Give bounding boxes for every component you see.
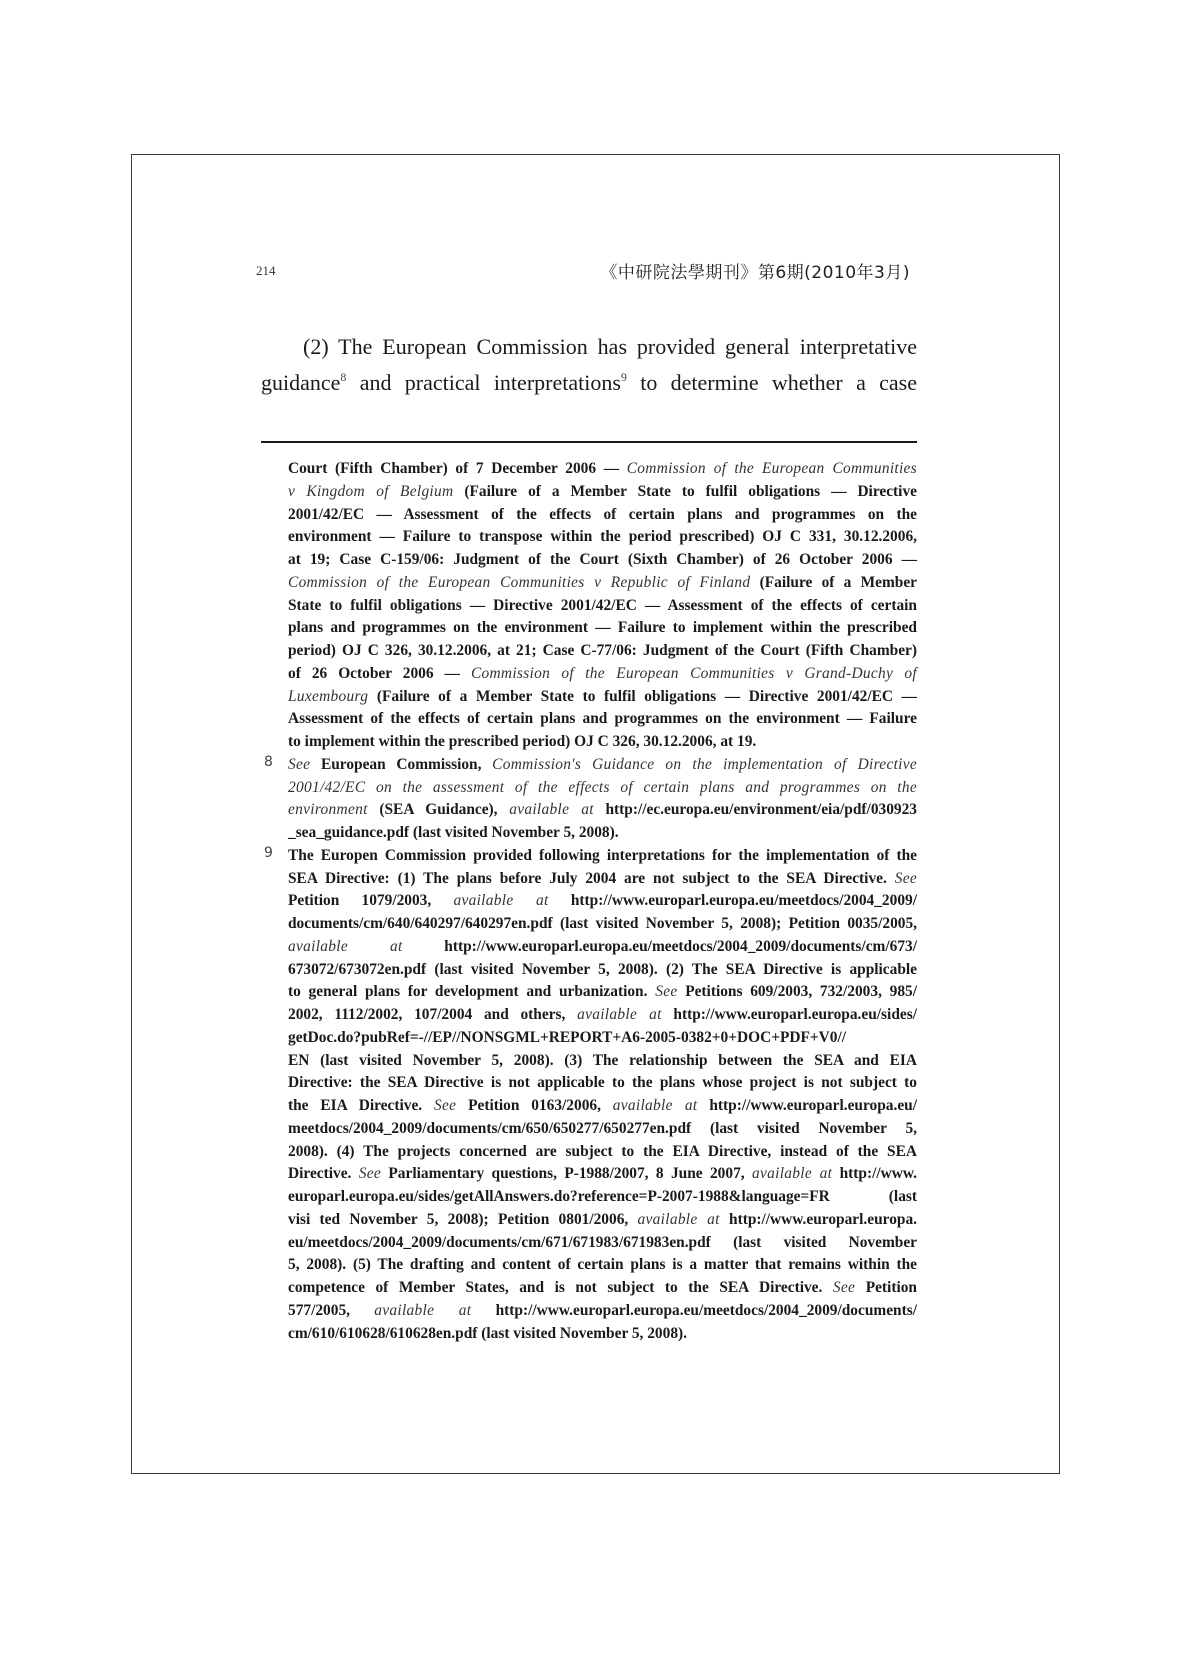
footnote-text: EN (last visited November 5, 2008). (3) The relationship between the SEA and EIA [288, 1051, 917, 1069]
footnote-text: Directive: the SEA Directive is not applicable to the plans whose project is not subject to [288, 1074, 917, 1092]
footnote-text: Court (Fifth Chamber) of 7 December 2006 — [288, 460, 627, 477]
body-line: (2) The European Commission has provided general interpretative [303, 334, 917, 359]
footnotes-section [264, 458, 917, 1345]
body-text-segment: and practical interpretations [346, 370, 621, 395]
footnote-line [288, 913, 917, 936]
footnote-text: SEA Directive: (1) The plans before July 2004 are not subject to the SEA Directive. [288, 869, 895, 887]
footnote-line [288, 663, 917, 686]
footnote-line [288, 1118, 917, 1141]
footnote-text: of 26 October 2006 — [288, 664, 471, 682]
footnote-text: 5, 2008). (5) The drafting and content of certain plans is a matter that remains within the [288, 1256, 917, 1274]
footnote-text: eu/meetdocs/2004_2009/documents/cm/671/671983/671983en.pdf (last visited November [288, 1233, 917, 1251]
footnote-text: the EIA Directive. [288, 1097, 434, 1114]
footnote-italic-text: See [288, 755, 311, 773]
footnote-line [288, 708, 917, 731]
footnote-separator-rule [261, 441, 917, 443]
footnote-line [288, 1141, 917, 1164]
footnote-marker: 9 [264, 844, 273, 861]
footnote-text: 673072/673072en.pdf (last visited November 5, 2008). (2) The SEA Directive is applicable [288, 960, 917, 978]
footnote-line [288, 1072, 917, 1095]
footnote-line [288, 595, 917, 618]
footnote-continued [288, 458, 917, 754]
footnote-text: Petition [855, 1279, 917, 1296]
footnote-link-text[interactable]: http://www.europarl.europa.eu/sides/ [661, 1006, 917, 1023]
footnote-text: Petition 0163/2006, [456, 1097, 613, 1114]
footnote-line [288, 526, 917, 549]
body-text-segment: guidance [261, 370, 341, 395]
footnote-text: to general plans for development and urbanization. [288, 983, 656, 1001]
footnote-text: at 19; Case C-159/06: Judgment of the Court (Sixth Chamber) of 26 October 2006 — [288, 551, 917, 568]
footnote-italic-text: available at [637, 1210, 720, 1228]
footnote-line [288, 799, 917, 822]
footnote-text: plans and programmes on the environment — Failure to implement within the prescribed [288, 619, 917, 637]
footnote-italic-text: environment [288, 801, 368, 819]
footnote-italic-text: Commission of the European Communities v Republic of Finland [288, 573, 751, 591]
footnote-text: documents/cm/640/640297/640297en.pdf (last visited November 5, 2008); Petition 0035/2005, [288, 915, 917, 932]
footnote-line [288, 890, 917, 913]
running-head: 《中研院法學期刊》第6期(2010年3月) [600, 263, 910, 283]
footnote-line [288, 617, 917, 640]
footnote-line [288, 1004, 917, 1027]
footnote-italic-text: Luxembourg [288, 687, 369, 705]
footnote-line [288, 1186, 917, 1209]
footnote-text: Assessment of the effects of certain plans and programmes on the environment — Failure [288, 710, 917, 728]
body-line [261, 365, 917, 401]
footnote-italic-text: See [655, 983, 678, 1001]
footnote-line [288, 754, 917, 777]
footnote-line [288, 1323, 917, 1346]
footnote-line [288, 640, 917, 663]
footnote-line [288, 458, 917, 481]
footnote-text: Petitions 609/2003, 732/2003, 985/ [677, 983, 917, 1001]
footnote-line [288, 959, 917, 982]
footnote-line [288, 845, 917, 868]
footnote-text: Parliamentary questions, P-1988/2007, 8 June 2007, [381, 1165, 752, 1183]
footnote-italic-text: Commission of the European Communities [626, 460, 917, 477]
footnote-9 [264, 844, 917, 1346]
footnote-text: 2001/42/EC — Assessment of the effects of certain plans and programmes on the [288, 505, 917, 523]
footnote-link-text[interactable]: http://www.europarl.europa. [719, 1210, 917, 1228]
footnote-text: _sea_guidance.pdf (last visited November 5, 2008). [288, 824, 619, 841]
footnote-line [288, 686, 917, 709]
footnote-line [288, 936, 917, 959]
footnote-italic-text: See [832, 1279, 856, 1296]
footnote-line [288, 1209, 917, 1232]
footnote-text: getDoc.do?pubRef=-//EP//NONSGML+REPORT+A6-2005-0382+0+DOC+PDF+V0// [288, 1028, 847, 1046]
footnote-text: Directive. [288, 1165, 359, 1183]
footnote-link-text[interactable]: http://www.europarl.europa.eu/ [697, 1097, 917, 1114]
footnote-text: (Failure of a Member State to fulfil obligations — Directive [453, 482, 917, 500]
body-paragraph [261, 329, 917, 401]
footnote-italic-text: See [358, 1165, 382, 1183]
footnote-text: meetdocs/2004_2009/documents/cm/650/650277/650277en.pdf (last visited November 5, [288, 1119, 917, 1137]
footnote-marker: 8 [264, 753, 273, 770]
footnote-italic-text: available at [509, 801, 594, 819]
footnote-italic-text: available at [577, 1006, 662, 1023]
footnote-text: period) OJ C 326, 30.12.2006, at 21; Case C-77/06: Judgment of the Court (Fifth Chamber) [288, 642, 917, 659]
footnote-italic-text: See [894, 869, 917, 887]
footnote-line [288, 731, 917, 754]
footnote-italic-text: Commission of the European Communities v Grand-Duchy of [470, 664, 917, 682]
footnote-line [288, 868, 917, 891]
footnote-line [288, 777, 917, 800]
footnote-line [288, 822, 917, 845]
footnote-text: 2008). (4) The projects concerned are subject to the EIA Directive, instead of the SEA [288, 1142, 917, 1160]
footnote-text: visi ted November 5, 2008); Petition 0801/2006, [288, 1210, 638, 1228]
page-number: 214 [256, 263, 276, 278]
footnote-text: 577/2005, [288, 1301, 375, 1319]
footnote-italic-text: 2001/42/EC on the assessment of the effects of certain plans and programmes on the [288, 778, 917, 796]
footnote-italic-text: available at [612, 1097, 698, 1114]
footnote-link-text[interactable]: http://www. [832, 1165, 917, 1183]
footnote-ref-9[interactable]: 9 [620, 370, 627, 384]
footnote-text: cm/610/610628/610628en.pdf (last visited November 5, 2008). [288, 1324, 687, 1342]
footnote-line [288, 981, 917, 1004]
footnote-line [288, 572, 917, 595]
body-text-segment: to determine whether a case [626, 370, 918, 395]
footnote-text: europarl.europa.eu/sides/getAllAnswers.do?reference=P-2007-1988&language=FR (last [288, 1188, 917, 1205]
footnote-italic-text: See [433, 1097, 457, 1114]
footnote-italic-text: available at [752, 1165, 833, 1183]
footnote-line [288, 1300, 917, 1323]
footnote-line [288, 1095, 917, 1118]
footnote-text: (Failure of a Member State to fulfil obligations — Directive 2001/42/EC — [368, 687, 917, 705]
footnote-line [288, 1050, 917, 1073]
footnote-text: 2002, 1112/2002, 107/2004 and others, [288, 1006, 578, 1023]
footnote-link-text[interactable]: http://ec.europa.eu/environment/eia/pdf/030923 [593, 801, 917, 819]
footnote-italic-text: v Kingdom of Belgium [288, 482, 454, 500]
footnote-link-text[interactable]: http://www.europarl.europa.eu/meetdocs/2004_2009/documents/cm/673/ [402, 937, 917, 955]
footnote-ref-8[interactable]: 8 [340, 370, 347, 384]
footnote-text: European Commission, [310, 755, 493, 773]
footnote-link-text[interactable]: http://www.europarl.europa.eu/meetdocs/2004_2009/ [548, 892, 917, 910]
footnote-line [288, 549, 917, 572]
footnote-text: The Europen Commission provided following interpretations for the implementation of the [288, 846, 917, 864]
footnote-italic-text: Commission's Guidance on the implementation of Directive [492, 755, 917, 773]
footnote-line [288, 1027, 917, 1050]
footnote-line [288, 481, 917, 504]
footnote-text: Petition 1079/2003, [288, 892, 454, 910]
footnote-text: (Failure of a Member [750, 573, 917, 591]
footnote-8 [264, 753, 917, 845]
footnote-text: competence of Member States, and is not subject to the SEA Directive. [288, 1279, 833, 1296]
footnote-italic-text: available at [288, 937, 403, 955]
footnote-text: to implement within the prescribed period) OJ C 326, 30.12.2006, at 19. [288, 733, 757, 750]
footnote-line [288, 1254, 917, 1277]
footnote-line [288, 504, 917, 527]
footnote-text: State to fulfil obligations — Directive 2001/42/EC — Assessment of the effects of certain [288, 596, 917, 614]
footnote-text: environment — Failure to transpose within the period prescribed) OJ C 331, 30.12.2006, [288, 528, 917, 546]
footnote-line [288, 1277, 917, 1300]
footnote-italic-text: available at [453, 892, 549, 910]
footnote-line [288, 1163, 917, 1186]
footnote-text: (SEA Guidance), [367, 801, 510, 819]
footnote-italic-text: available at [374, 1301, 472, 1319]
footnote-link-text[interactable]: http://www.europarl.europa.eu/meetdocs/2004_2009/documents/ [471, 1301, 917, 1319]
footnote-line [288, 1232, 917, 1255]
